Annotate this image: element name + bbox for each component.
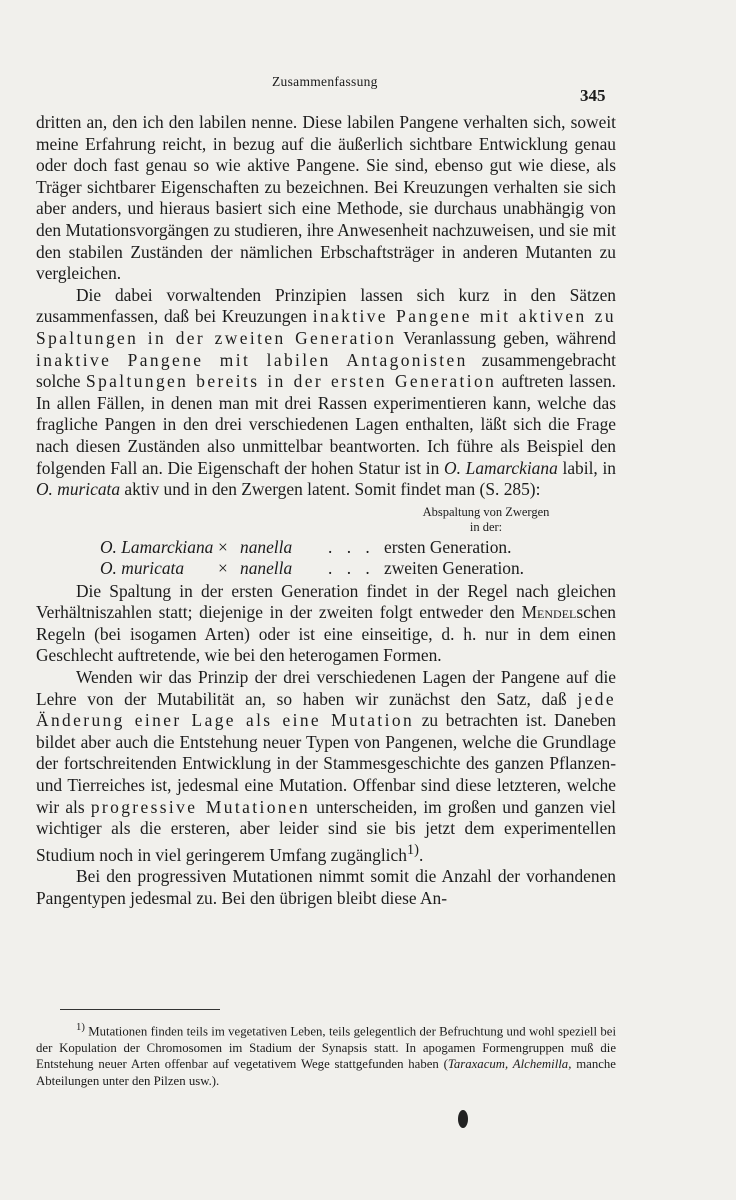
text-run: schen Regeln (bei isogamen Arten) oder ist eine einseitige, d. h. nur in dem einen Geschlecht auftretende, wie bei den heterogamen Formen. [36,602,616,666]
footnote-mark: 1) [76,1022,85,1033]
author-name: Mendel [521,602,577,623]
emphasis-spaced: inaktive Pangene mit aktiven zu Spaltungen in der zweiten Generation [36,306,617,348]
text-run: Die Spaltung in der ersten Generation findet in der Regel nach gleichen Verhältniszahlen statt; diejenige in der zweiten folgt entweder den [36,580,616,623]
cross-row [100,537,560,558]
footnote-reference: 1) [406,841,420,858]
cross-sign: × [218,536,228,557]
text-run: labil, in [557,457,617,478]
emphasis-spaced: jede Änderung einer Lage als eine Mutation [36,688,616,731]
cross-row [100,558,560,579]
species-name: O. muricata [36,479,121,500]
text-run: auftreten lassen. In allen Fällen, in denen man mit drei Rassen experimentieren kann, welche das fragliche Pangen in den drei verschiedenen Lagen enthalten, läßt sich die Frage nach diesen Zuständen also unmittelbar beantworten. Ich führe als Beispiel den folgenden Fall an. Die Eigenschaft der hohen Statur ist in [36,371,616,478]
paragraph-crossing-principles [36,285,616,501]
ink-smudge [458,1110,468,1128]
cross-parent: O. Lamarckiana [100,536,214,557]
table-header-line: Abspaltung von Zwergen [422,504,550,519]
table-header [396,505,576,535]
text-run: Wenden wir das Prinzip der drei verschiedenen Lagen der Pangene auf die Lehre von der Mutabilität an, so haben wir zunächst den Satz, daß [36,667,616,709]
paragraph-mutability [36,667,616,866]
leader-dots: . . . [328,557,375,578]
cross-parent: nanella [240,557,293,578]
footnote-divider [60,1009,220,1010]
text-run: . [419,844,424,865]
emphasis-spaced: inaktive Pangene mit labilen Antagonisten [36,349,468,370]
cross-parent: O. muricata [100,557,185,578]
species-name: O. Lamarckiana [444,457,558,478]
paragraph-splitting-ratios [36,581,616,667]
body-text [36,112,616,909]
text-run: unterscheiden, im großen und ganzen viel wichtiger als die ersteren, aber leider sind sie bis jetzt dem experimentellen Studium noch in viel geringerem Umfang zugänglich [36,796,616,865]
text-run: zusammengebracht solche [36,349,616,392]
paragraph-labile-pangene: dritten an, den ich den labilen nenne. Diese labilen Pangene verhalten sich, soweit meine Erfahrung reicht, in bezug auf die äußerlich sichtbare Entwicklung genau oder doch fast genau so wie aktive Pangene. Sie sind, ebenso gut wie diese, als Träger sichtbarer Eigenschaften zu bezeichnen. Bei Kreuzungen verhalten sie sich aber anders, und hieraus basiert sich eine Methode, sie durchaus unabhängig von den Mutationsvorgängen zu studieren, ihre Anwesenheit nachzuweisen, und sie mit den stabilen Zuständen der nämlichen Erbschaftsträger in anderen Mutanten zu vergleichen. [36,112,616,284]
running-title: Zusammenfassung [272,74,378,89]
cross-table [100,537,560,579]
cross-result: ersten Generation. [384,536,512,557]
text-run: Mutationen finden teils im vegetativen Leben, teils gelegentlich der Befruchtung und wohl speziell bei der Kopulation der Chromosomen im Stadium der Synapsis statt. In apogamen Formengruppen muß die Entstehung neuer Arten offenbar auf vegetativem Wege stattgefunden haben ( [36,1024,616,1072]
text-run: Veranlassung geben, während [396,327,616,348]
text-run: zu betrachten ist. Daneben bildet aber auch die Entstehung neuer Typen von Pangenen, welche die Grundlage der fortschreitenden Entwicklung in der Stammesgeschichte des ganzen Pflanzen- und Tierreiches ist, jedesmal eine Mutation. Offenbar sind diese letzteren, welche wir als [36,710,616,817]
page-header [0,74,736,105]
emphasis-spaced: Spaltungen bereits in der ersten Generation [86,371,497,392]
page-number: 345 [580,86,606,105]
paragraph-progressive-mutations: Bei den progressiven Mutationen nimmt somit die Anzahl der vorhandenen Pangentypen jedesmal zu. Bei den übrigen bleibt diese An- [36,866,616,908]
table-header-line: in der: [469,519,503,534]
cross-sign: × [218,557,228,578]
genus-names: Taraxacum, Alchemilla, [447,1057,572,1072]
cross-parent: nanella [240,536,293,557]
text-run: manche Abteilungen unter den Pilzen usw.). [36,1057,616,1089]
text-run: aktiv und in den Zwergen latent. Somit findet man (S. 285): [120,479,541,500]
text-run: Die dabei vorwaltenden Prinzipien lassen sich kurz in den Sätzen zusammenfassen, daß bei Kreuzungen [36,284,616,327]
leader-dots: . . . [328,536,375,557]
footnote [36,1020,616,1090]
emphasis-spaced: progressive Mutationen [90,796,311,817]
cross-result: zweiten Generation. [384,557,525,578]
footnote-text [36,1020,616,1090]
